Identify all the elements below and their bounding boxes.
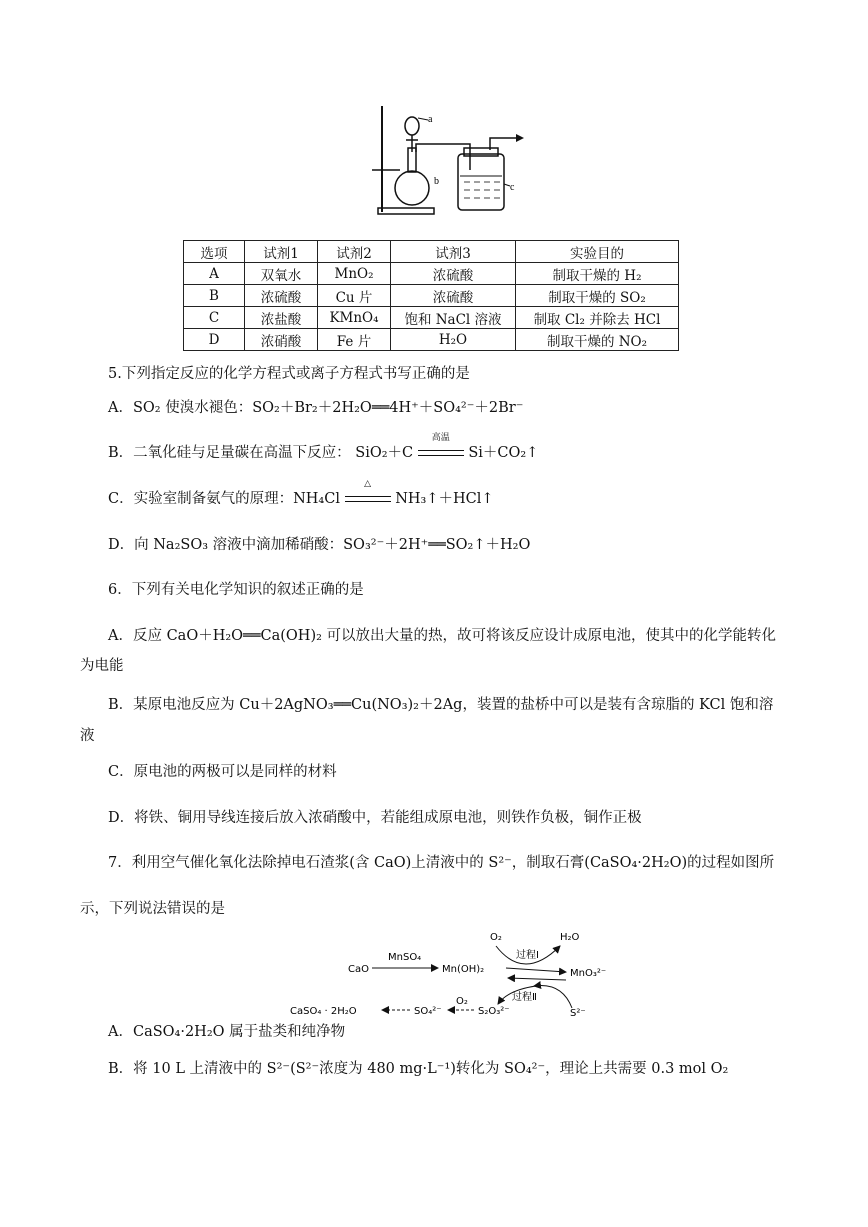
q5-option-b-condition (418, 433, 464, 463)
table-cell: B (184, 285, 245, 307)
table-cell: 制取干燥的 SO₂ (516, 285, 679, 307)
table-header-row (184, 241, 679, 263)
q6-option-a-line1: A．反应 CaO＋H₂O══Ca(OH)₂ 可以放出大量的热，故可将该反应设计成原电池，使其中的化学能转化 (108, 628, 777, 644)
label-h2o: H₂O (560, 932, 580, 943)
table-cell: 饱和 NaCl 溶液 (391, 307, 516, 329)
condition-label: △ (364, 479, 372, 489)
table-cell: Fe 片 (318, 329, 391, 351)
table-cell: 浓硝酸 (245, 329, 318, 351)
q6-option-b-line2: 液 (80, 728, 95, 744)
q5-option-c-left: C．实验室制备氨气的原理：NH₄Cl (108, 491, 340, 507)
q5-option-c-condition (345, 479, 391, 509)
condition-label: 高温 (431, 433, 450, 443)
table-cell: 制取干燥的 H₂ (516, 263, 679, 285)
label-a: a (428, 114, 433, 125)
q5-option-a: A．SO₂ 使溴水褪色：SO₂＋Br₂＋2H₂O══4H⁺＋SO₄²⁻＋2Br⁻ (108, 400, 524, 416)
label-o2-mid: O₂ (456, 996, 468, 1007)
table-cell: 浓盐酸 (245, 307, 318, 329)
q6-stem: 6．下列有关电化学知识的叙述正确的是 (108, 582, 364, 598)
label-s2o3: S₂O₃²⁻ (478, 1006, 510, 1017)
label-mnso4: MnSO₄ (388, 952, 422, 963)
table-cell: 制取 Cl₂ 并除去 HCl (516, 307, 679, 329)
table-cell: C (184, 307, 245, 329)
label-so4: SO₄²⁻ (414, 1006, 442, 1017)
process-diagram (286, 924, 616, 1020)
q6-option-b-line1: B．某原电池反应为 Cu＋2AgNO₃══Cu(NO₃)₂＋2Ag，装置的盐桥中可以是装有含琼脂的 KCl 饱和溶 (108, 697, 774, 713)
label-caso4: CaSO₄ · 2H₂O (290, 1006, 357, 1017)
table-cell: 浓硫酸 (245, 285, 318, 307)
table-header-cell: 试剂2 (318, 241, 391, 263)
table-cell: D (184, 329, 245, 351)
label-s2: S²⁻ (570, 1008, 586, 1019)
q7-option-a: A．CaSO₄·2H₂O 属于盐类和纯净物 (108, 1024, 346, 1040)
q7-option-b: B．将 10 L 上清液中的 S²⁻(S²⁻浓度为 480 mg·L⁻¹)转化为 SO₄²⁻，理论上共需要 0.3 mol O₂ (108, 1061, 729, 1077)
table-cell: KMnO₄ (318, 307, 391, 329)
label-process-2: 过程Ⅱ (512, 992, 537, 1003)
q5-option-c-right: NH₃↑＋HCl↑ (395, 491, 494, 507)
table-cell: Cu 片 (318, 285, 391, 307)
table-cell: 浓硫酸 (391, 263, 516, 285)
table-header-cell: 选项 (184, 241, 245, 263)
q7-stem-line2: 示，下列说法错误的是 (80, 901, 225, 917)
table-cell: 双氧水 (245, 263, 318, 285)
q5-option-b-left: B．二氧化硅与足量碳在高温下反应： SiO₂＋C (108, 445, 414, 461)
label-mno3: MnO₃²⁻ (570, 968, 607, 979)
q5-stem: 5.下列指定反应的化学方程式或离子方程式书写正确的是 (108, 366, 470, 382)
table-header-cell: 实验目的 (516, 241, 679, 263)
table-row (184, 307, 679, 329)
label-process-1: 过程Ⅰ (516, 950, 539, 961)
q6-option-d: D．将铁、铜用导线连接后放入浓硝酸中，若能组成原电池，则铁作负极，铜作正极 (108, 810, 642, 826)
table-cell: 制取干燥的 NO₂ (516, 329, 679, 351)
table-header-cell: 试剂3 (391, 241, 516, 263)
label-o2-top: O₂ (490, 932, 502, 943)
options-table (183, 240, 679, 351)
q5-option-d: D．向 Na₂SO₃ 溶液中滴加稀硝酸：SO₃²⁻＋2H⁺══SO₂↑＋H₂O (108, 537, 531, 553)
q5-option-b (108, 433, 539, 463)
table-cell: A (184, 263, 245, 285)
table-cell: MnO₂ (318, 263, 391, 285)
label-b: b (434, 176, 439, 187)
label-mnoh2: Mn(OH)₂ (442, 964, 485, 975)
apparatus-figure (370, 100, 530, 220)
table-cell: H₂O (391, 329, 516, 351)
q6-option-c: C．原电池的两极可以是同样的材料 (108, 764, 337, 780)
label-c: c (510, 182, 515, 193)
q7-stem-line1: 7．利用空气催化氧化法除掉电石渣浆(含 CaO)上清液中的 S²⁻，制取石膏(CaSO₄·2H₂O)的过程如图所 (108, 855, 775, 871)
table-row (184, 285, 679, 307)
q5-option-c (108, 479, 494, 509)
table-header-cell: 试剂1 (245, 241, 318, 263)
table-cell: 浓硫酸 (391, 285, 516, 307)
q6-option-a-line2: 为电能 (80, 658, 124, 674)
q5-option-b-right: Si＋CO₂↑ (468, 445, 539, 461)
table-row (184, 329, 679, 351)
table-row (184, 263, 679, 285)
label-cao: CaO (348, 964, 369, 975)
